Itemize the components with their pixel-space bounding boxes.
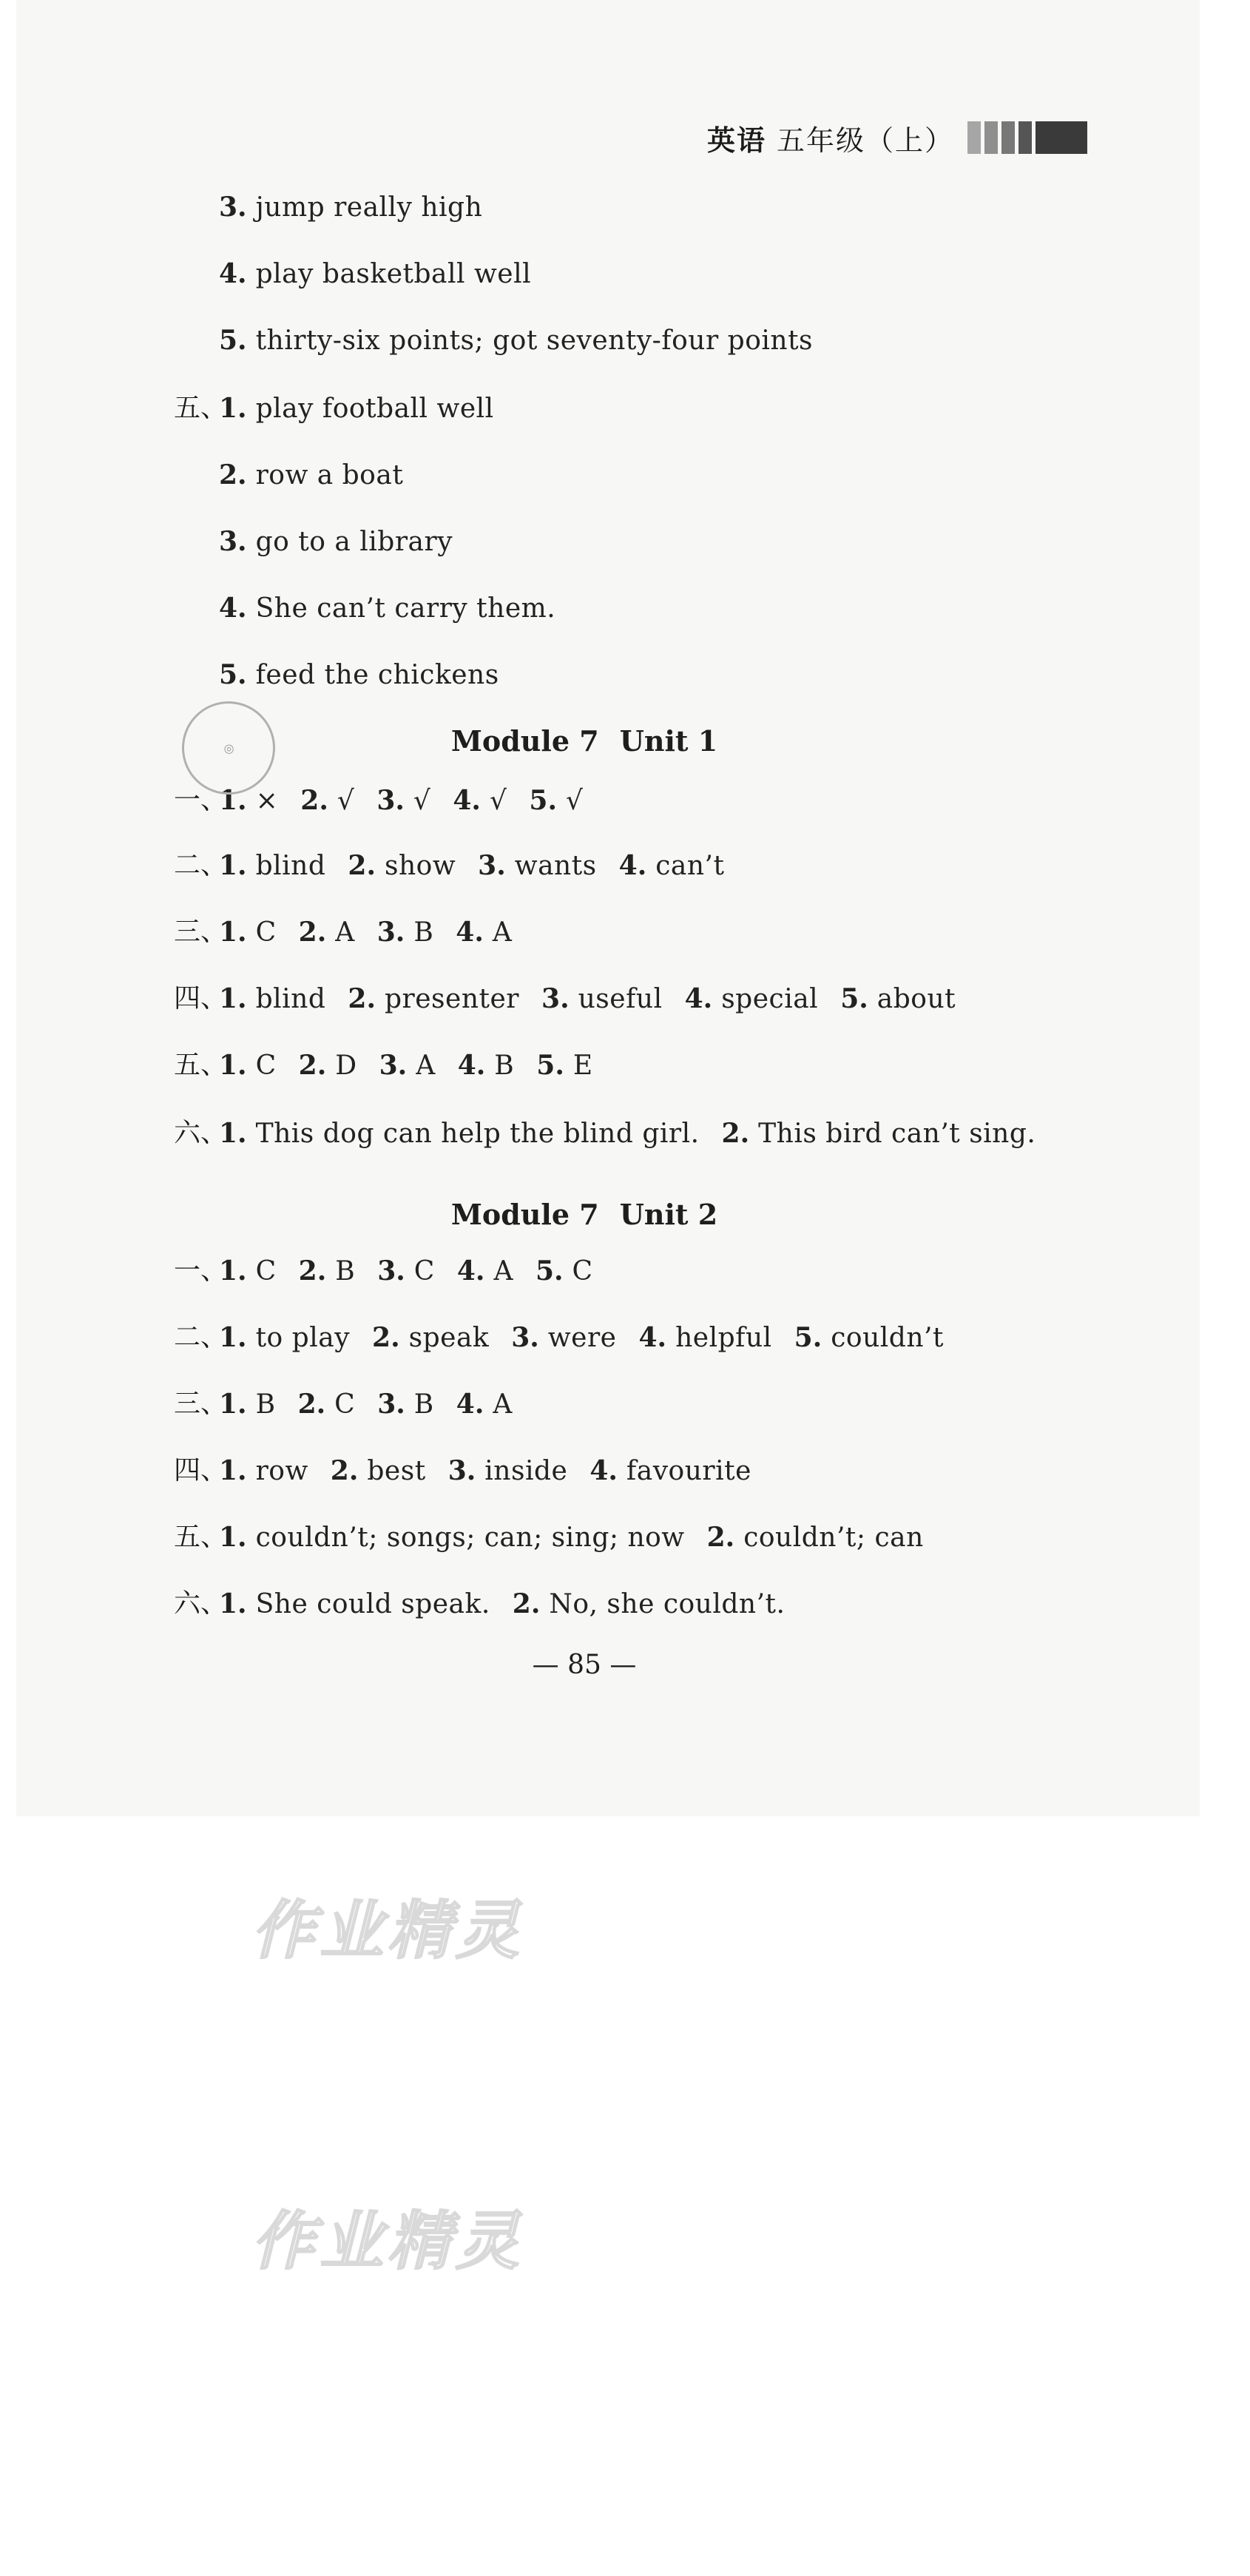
answer-text: best [367, 1456, 426, 1486]
answer-item [219, 1389, 276, 1420]
answer-item [348, 984, 519, 1014]
watermark: 作业精灵 [251, 2205, 524, 2279]
answer-text: C [255, 917, 277, 948]
section-marker: 五、 [174, 1050, 228, 1080]
question-number: 2. [300, 785, 328, 816]
answer-items [219, 1249, 615, 1294]
section-marker: 四、 [174, 983, 228, 1014]
question-number: 1. [219, 850, 247, 881]
answer-text: about [876, 984, 956, 1014]
answer-item [589, 1456, 751, 1486]
answer-item [300, 786, 354, 816]
question-number: 2. [298, 1050, 327, 1081]
header-subject: 英语 [706, 124, 766, 157]
answer-items [219, 910, 534, 955]
answer-row [0, 1382, 1169, 1426]
answer-text: show [385, 851, 456, 881]
question-number: 2. [298, 917, 327, 948]
answer-item [685, 984, 819, 1014]
answer-item [331, 1456, 426, 1486]
answer-items [219, 1315, 966, 1361]
section-marker: 五、 [174, 1522, 228, 1552]
unit2-heading [0, 1193, 1169, 1237]
question-number: 2. [348, 850, 376, 881]
answer-item [219, 1589, 490, 1619]
answer-items [219, 185, 482, 230]
answer-item [299, 917, 355, 948]
header-grade: 五年级（上） [776, 124, 954, 157]
answer-text: √ [566, 786, 584, 816]
answer-items [219, 386, 494, 431]
answer-text: C [413, 1256, 435, 1287]
answer-row [0, 977, 1169, 1021]
answer-text: blind [255, 984, 326, 1014]
answer-text: presenter [385, 984, 520, 1014]
answer-text: row [255, 1456, 308, 1486]
answer-items [219, 1582, 807, 1627]
answer-item [457, 1256, 513, 1287]
answer-text: √ [413, 786, 431, 816]
answer-text: wants [514, 851, 597, 881]
answer-item [458, 1051, 515, 1081]
question-number: 5. [794, 1322, 822, 1353]
section-marker: 四、 [174, 1455, 228, 1486]
answer-items [219, 1382, 535, 1427]
answer-items [219, 318, 813, 363]
answer-line [0, 586, 1169, 630]
question-number: 1. [219, 1255, 247, 1287]
answer-text: useful [578, 984, 663, 1014]
answer-row [0, 778, 1169, 823]
answer-item [377, 1389, 434, 1420]
answer-item [478, 851, 597, 881]
answer-items [219, 653, 499, 698]
unit1-unit: Unit 1 [619, 724, 718, 758]
unit1-module: Module 7 [450, 724, 599, 758]
question-number: 1. [219, 785, 247, 816]
answer-text: E [572, 1051, 593, 1081]
question-number: 5. [535, 1255, 564, 1287]
question-number: 5. [219, 659, 247, 690]
answer-text: A [493, 1389, 513, 1420]
section-marker: 五、 [174, 393, 228, 423]
answer-text: row a boat [255, 460, 404, 490]
question-number: 3. [541, 983, 570, 1014]
answer-item [299, 1256, 356, 1287]
question-number: 2. [298, 1255, 327, 1287]
answer-items [219, 1449, 774, 1494]
answer-item [219, 851, 325, 881]
answer-items [219, 453, 403, 498]
question-number: 2. [706, 1522, 735, 1553]
answer-row [0, 1582, 1169, 1626]
answer-item [456, 917, 512, 948]
question-number: 3. [376, 785, 405, 816]
section-marker: 二、 [174, 1322, 228, 1352]
answer-item [707, 1523, 924, 1553]
answer-text: couldn’t [831, 1323, 944, 1353]
answer-text: favourite [626, 1456, 751, 1486]
answer-row [0, 1249, 1169, 1293]
answer-line [0, 519, 1169, 564]
answer-text: inside [484, 1456, 568, 1486]
answer-line [0, 185, 1169, 229]
answer-line [0, 318, 1169, 363]
answer-item [376, 786, 430, 816]
answer-items [219, 252, 531, 297]
answer-item [448, 1456, 568, 1486]
answer-item [840, 984, 956, 1014]
question-number: 1. [219, 1522, 247, 1553]
answer-row [0, 843, 1169, 888]
stamp-seal: ◎ [170, 689, 288, 807]
section-marker: 六、 [174, 1588, 228, 1619]
answer-text: A [335, 917, 355, 948]
question-number: 1. [219, 1322, 247, 1353]
answer-text: helpful [675, 1323, 772, 1353]
answer-item [511, 1323, 616, 1353]
question-number: 2. [721, 1118, 750, 1149]
answer-item [372, 1323, 489, 1353]
answer-text: jump really high [255, 192, 483, 223]
question-number: 4. [453, 785, 481, 816]
answer-items [219, 586, 555, 631]
answer-items [219, 1515, 946, 1560]
question-number: 3. [447, 1455, 476, 1486]
section-marker: 一、 [174, 1255, 228, 1286]
answer-text: √ [337, 786, 355, 816]
answer-row [0, 1315, 1169, 1360]
question-number: 2. [372, 1322, 400, 1353]
question-number: 2. [348, 983, 376, 1014]
answer-text: B [255, 1389, 276, 1420]
answer-item [377, 1256, 435, 1287]
answer-row [0, 910, 1169, 954]
answer-item [219, 917, 277, 948]
question-number: 4. [638, 1322, 667, 1353]
question-number: 5. [536, 1050, 564, 1081]
question-number: 3. [377, 1389, 405, 1420]
answer-text: thirty-six points; got seventy-four points [255, 326, 814, 356]
section-marker: 三、 [174, 917, 228, 947]
answer-item [298, 1389, 356, 1420]
question-number: 1. [219, 1588, 247, 1619]
answer-item [219, 1523, 685, 1553]
question-number: 4. [219, 258, 247, 289]
question-number: 3. [376, 917, 405, 948]
answer-item [219, 1256, 277, 1287]
answer-item [794, 1323, 944, 1353]
header-title [707, 118, 954, 158]
question-number: 3. [219, 192, 247, 223]
answer-item [529, 786, 583, 816]
answer-text: B [413, 1389, 434, 1420]
answer-item [541, 984, 663, 1014]
question-number: 3. [219, 526, 247, 557]
answer-text: play basketball well [255, 259, 532, 289]
answer-text: No, she couldn’t. [549, 1589, 786, 1619]
question-number: 5. [529, 785, 557, 816]
answer-item [619, 851, 725, 881]
answer-text: This dog can help the blind girl. [255, 1119, 700, 1149]
answer-item [456, 1389, 513, 1420]
question-number: 3. [478, 850, 506, 881]
question-number: 1. [219, 917, 247, 948]
answer-text: couldn’t; songs; can; sing; now [255, 1523, 685, 1553]
answer-items [219, 1111, 1058, 1156]
answer-item [513, 1589, 786, 1619]
watermark: 作业精灵 [251, 1894, 524, 1968]
question-number: 4. [684, 983, 713, 1014]
answer-item [219, 1051, 277, 1081]
answer-items [219, 843, 746, 889]
answer-item [219, 1323, 350, 1353]
answer-text: play football well [255, 394, 494, 424]
section-marker: 一、 [174, 785, 228, 815]
question-number: 2. [330, 1455, 359, 1486]
answer-text: D [335, 1051, 357, 1081]
answer-item [722, 1119, 1036, 1149]
question-number: 5. [219, 325, 247, 356]
question-number: 4. [456, 1389, 484, 1420]
answer-items [219, 778, 605, 823]
answer-text: special [721, 984, 819, 1014]
question-number: 4. [219, 593, 247, 624]
answer-text: speak [408, 1323, 490, 1353]
answer-row [0, 1515, 1169, 1560]
question-number: 4. [456, 1255, 485, 1287]
answer-text: B [335, 1256, 356, 1287]
answer-row [0, 1111, 1169, 1156]
section-marker: 三、 [174, 1389, 228, 1419]
question-number: 1. [219, 983, 247, 1014]
question-number: 1. [219, 1389, 247, 1420]
answer-line [0, 453, 1169, 497]
answer-text: blind [255, 851, 326, 881]
answer-item [219, 1119, 700, 1149]
answer-text: A [493, 1256, 513, 1287]
answer-text: B [413, 917, 434, 948]
answer-item [379, 1051, 436, 1081]
answer-item [453, 786, 507, 816]
answer-text: A [492, 917, 513, 948]
unit1-heading [0, 719, 1169, 763]
answer-item [536, 1051, 592, 1081]
answer-text: can’t [655, 851, 725, 881]
question-number: 5. [840, 983, 868, 1014]
question-number: 2. [512, 1588, 541, 1619]
answer-text: A [416, 1051, 436, 1081]
unit2-module: Module 7 [450, 1198, 599, 1231]
answer-text: × [255, 786, 279, 816]
answer-text: C [334, 1389, 356, 1420]
answer-item [299, 1051, 357, 1081]
answer-line [0, 252, 1169, 296]
answer-item [219, 984, 325, 1014]
answer-text: couldn’t; can [743, 1523, 924, 1553]
answer-line [0, 386, 1169, 431]
answer-text: were [547, 1323, 617, 1353]
question-number: 4. [457, 1050, 486, 1081]
answer-text: She could speak. [255, 1589, 490, 1619]
page-header [707, 112, 1087, 163]
question-number: 3. [379, 1050, 408, 1081]
answer-line [0, 653, 1169, 697]
question-number: 2. [219, 459, 247, 490]
answer-text: to play [255, 1323, 351, 1353]
answer-item [219, 1456, 308, 1486]
question-number: 3. [511, 1322, 539, 1353]
answer-text: C [255, 1256, 277, 1287]
answer-text: √ [489, 786, 507, 816]
question-number: 2. [297, 1389, 326, 1420]
answer-text: B [494, 1051, 515, 1081]
answer-item [377, 917, 434, 948]
question-number: 4. [618, 850, 647, 881]
answer-text: This bird can’t sing. [758, 1119, 1036, 1149]
question-number: 4. [589, 1455, 618, 1486]
answer-item [348, 851, 456, 881]
answer-text: feed the chickens [255, 660, 499, 690]
answer-item [638, 1323, 771, 1353]
question-number: 1. [219, 1455, 247, 1486]
unit2-unit: Unit 2 [619, 1198, 718, 1231]
question-number: 1. [219, 1118, 247, 1149]
header-decoration [967, 121, 1087, 154]
question-number: 1. [219, 393, 247, 424]
question-number: 3. [377, 1255, 405, 1287]
answer-text: She can’t carry them. [255, 593, 556, 624]
page-number: — 85 — [532, 1650, 637, 1680]
answer-row [0, 1043, 1169, 1088]
answer-text: go to a library [255, 527, 453, 557]
section-marker: 六、 [174, 1118, 228, 1148]
question-number: 1. [219, 1050, 247, 1081]
answer-items [219, 519, 453, 564]
answer-text: C [255, 1051, 277, 1081]
section-marker: 二、 [174, 850, 228, 880]
answer-item [536, 1256, 593, 1287]
question-number: 4. [456, 917, 484, 948]
answer-items [219, 1043, 615, 1088]
answer-items [219, 977, 978, 1022]
answer-text: C [572, 1256, 593, 1287]
answer-row [0, 1449, 1169, 1493]
